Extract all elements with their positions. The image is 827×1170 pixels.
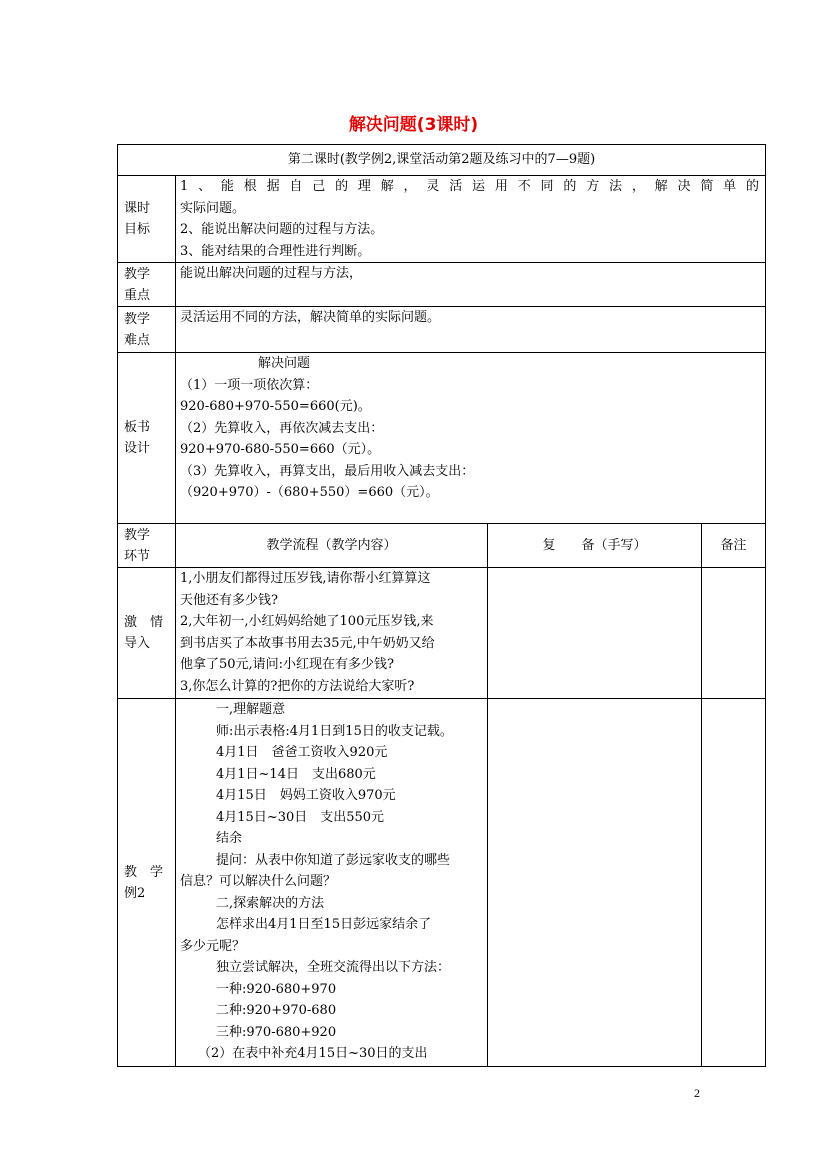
example-line: 三种:970-680+920 <box>216 1024 337 1040</box>
column-header-row <box>118 524 766 568</box>
objective-1a: 1、能根据自己的理解，灵活运用不同的方法，解决简单的 <box>180 179 761 194</box>
intro-prep-cell <box>488 568 702 699</box>
difficulties-text: 灵活运用不同的方法，解决简单的实际问题。 <box>176 307 766 353</box>
example-line: 4月1日 爸爸工资收入920元 <box>216 745 388 760</box>
example-row <box>118 699 766 1067</box>
intro-line: 天他还有多少钱? <box>180 592 278 608</box>
objectives-content <box>176 176 766 263</box>
example-line: 一,理解题意 <box>216 702 286 717</box>
process-column-header: 教学流程（教学内容） <box>176 524 488 568</box>
intro-label: 激 情 导入 <box>118 568 176 699</box>
board-line: （3）先算收入，再算支出，最后用收入减去支出： <box>180 463 475 479</box>
example-line: 独立尝试解决，全班交流得出以下方法： <box>216 960 451 975</box>
example-line: 4月15日 妈妈工资收入970元 <box>216 788 396 803</box>
document-title: 解决问题(3课时) <box>348 115 479 135</box>
board-line: 920+970-680-550=660（元）。 <box>180 442 381 457</box>
key-points-label: 教学 重点 <box>118 263 176 307</box>
board-label: 板书 设计 <box>118 353 176 524</box>
example-line: （2）在表中补充4月15日~30日的支出 <box>198 1046 428 1061</box>
header-row <box>118 145 766 176</box>
objective-3: 3、能对结果的合理性进行判断。 <box>180 243 371 259</box>
notes-column-header: 备注 <box>702 524 766 568</box>
board-row <box>118 353 766 524</box>
board-heading: 解决问题 <box>258 356 311 371</box>
board-content <box>176 353 766 524</box>
objectives-label: 课时 目标 <box>118 176 176 263</box>
example-line: 怎样求出4月1日至15日彭远家结余了 <box>216 917 432 932</box>
objective-2: 2、能说出解决问题的过程与方法。 <box>180 222 384 237</box>
lesson-plan-table <box>117 144 766 1067</box>
example-line: 4月1日~14日 支出680元 <box>216 766 376 782</box>
board-line: 920-680+970-550=660(元)。 <box>180 399 371 414</box>
intro-line: 到书店买了本故事书用去35元,中午奶奶又给 <box>180 635 435 651</box>
example-label: 教 学 例2 <box>118 699 176 1067</box>
difficulties-row <box>118 307 766 353</box>
example-content <box>176 699 488 1067</box>
example-prep-cell <box>488 699 702 1067</box>
page-number: 2 <box>694 1086 700 1100</box>
key-points-row <box>118 263 766 307</box>
intro-row <box>118 568 766 699</box>
example-line: 多少元呢？ <box>180 938 246 954</box>
example-line: 4月15日~30日 支出550元 <box>216 809 385 825</box>
intro-content <box>176 568 488 699</box>
example-line: 二种:920+970-680 <box>216 1003 337 1018</box>
difficulties-label: 教学 难点 <box>118 307 176 353</box>
intro-notes-cell <box>702 568 766 699</box>
key-points-text: 能说出解决问题的过程与方法， <box>176 263 766 307</box>
intro-line: 3,你怎么计算的?把你的方法说给大家听? <box>180 678 415 694</box>
objective-1b: 实际问题。 <box>180 200 246 216</box>
intro-line: 他拿了50元,请问:小红现在有多少钱? <box>180 657 395 672</box>
example-line: 提问：从表中你知道了彭远家收支的哪些 <box>216 852 451 868</box>
board-line: （1）一项一项依次算： <box>180 377 319 393</box>
lesson-header: 第二课时(教学例2,课堂活动第2题及练习中的7—9题) <box>118 145 766 176</box>
board-line: （2）先算收入，再依次减去支出： <box>180 420 384 436</box>
example-line: 一种:920-680+970 <box>216 981 337 997</box>
objectives-row <box>118 176 766 263</box>
example-line: 二,探索解决的方法 <box>216 895 325 911</box>
intro-line: 2,大年初一,小红妈妈给她了100元压岁钱,来 <box>180 614 434 629</box>
stage-label: 教学 环节 <box>118 524 176 568</box>
example-line: 结余 <box>216 831 243 846</box>
example-line: 信息？可以解决什么问题？ <box>180 874 337 889</box>
example-line: 师:出示表格:4月1日到15日的收支记载。 <box>216 723 453 739</box>
intro-line: 1,小朋友们都得过压岁钱,请你帮小红算算这 <box>180 571 431 586</box>
prep-column-header: 复 备（手写） <box>488 524 702 568</box>
board-line: （920+970）-（680+550）=660（元）。 <box>180 485 439 500</box>
example-notes-cell <box>702 699 766 1067</box>
